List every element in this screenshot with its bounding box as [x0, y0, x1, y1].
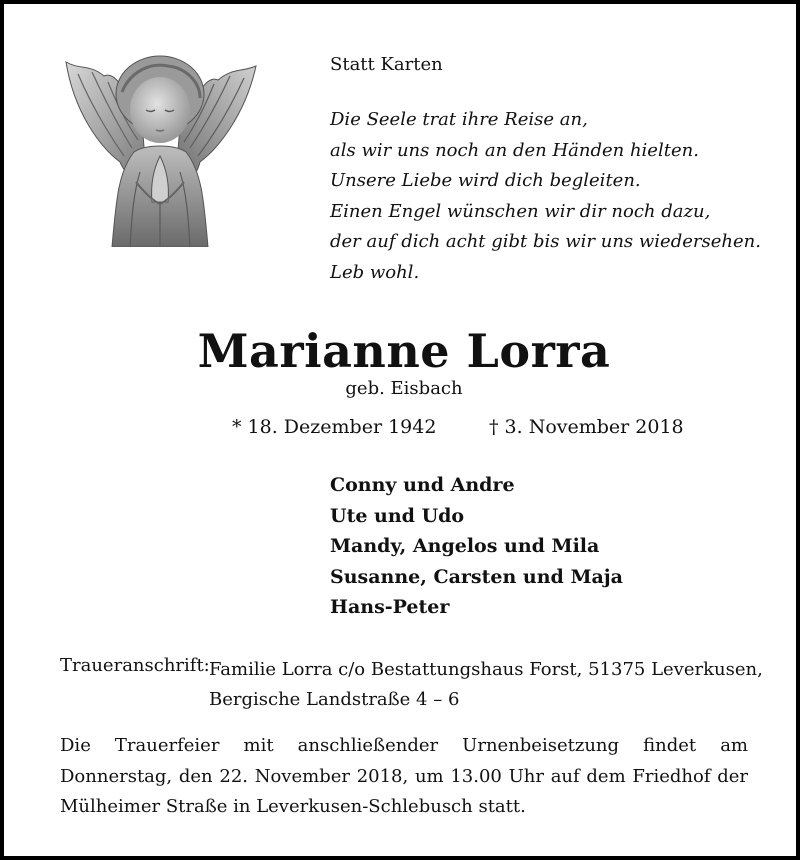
- mourner-entry: Hans-Peter: [330, 596, 450, 618]
- mourner-entry: Ute und Udo: [330, 504, 465, 527]
- poem-line: als wir uns noch an den Händen hielten.: [330, 139, 699, 161]
- mourner-entry: Susanne, Carsten und Maja: [330, 565, 623, 588]
- address-line: Familie Lorra c/o Bestattungshaus Forst, 51375 Leverkusen,: [209, 659, 763, 680]
- deceased-name: Marianne Lorra: [197, 324, 611, 378]
- mourner-entry: Mandy, Angelos und Mila: [330, 535, 600, 557]
- poem-line: Die Seele trat ihre Reise an,: [330, 109, 588, 130]
- poem-line: der auf dich acht gibt bis wir uns wiedersehen.: [330, 231, 761, 253]
- birth-date: * 18. Dezember 1942: [232, 416, 437, 438]
- ceremony-notice: Die Trauerfeier mit anschließender Urnenbeisetzung findet am Donnerstag, den 22. November 2018, um 13.00 Uhr auf dem Friedhof der Mülheimer Straße in Leverkusen-Schlebusch statt.: [60, 735, 748, 817]
- death-date: † 3. November 2018: [489, 416, 684, 438]
- poem-line: Leb wohl.: [330, 261, 420, 283]
- birth-name: geb. Eisbach: [345, 378, 463, 399]
- address-label: Traueranschrift:: [60, 655, 210, 676]
- poem-line: Einen Engel wünschen wir dir noch dazu,: [330, 200, 711, 222]
- mourning-address: [209, 655, 763, 714]
- praying-angel-statue-icon: [60, 52, 260, 247]
- mourners-list: [330, 470, 623, 623]
- poem-line: Unsere Liebe wird dich begleiten.: [330, 170, 641, 192]
- mourner-entry: Conny und Andre: [330, 474, 515, 496]
- address-line: Bergische Landstraße 4 – 6: [209, 688, 460, 710]
- poem: [330, 105, 761, 289]
- heading-statt-karten: Statt Karten: [330, 54, 443, 75]
